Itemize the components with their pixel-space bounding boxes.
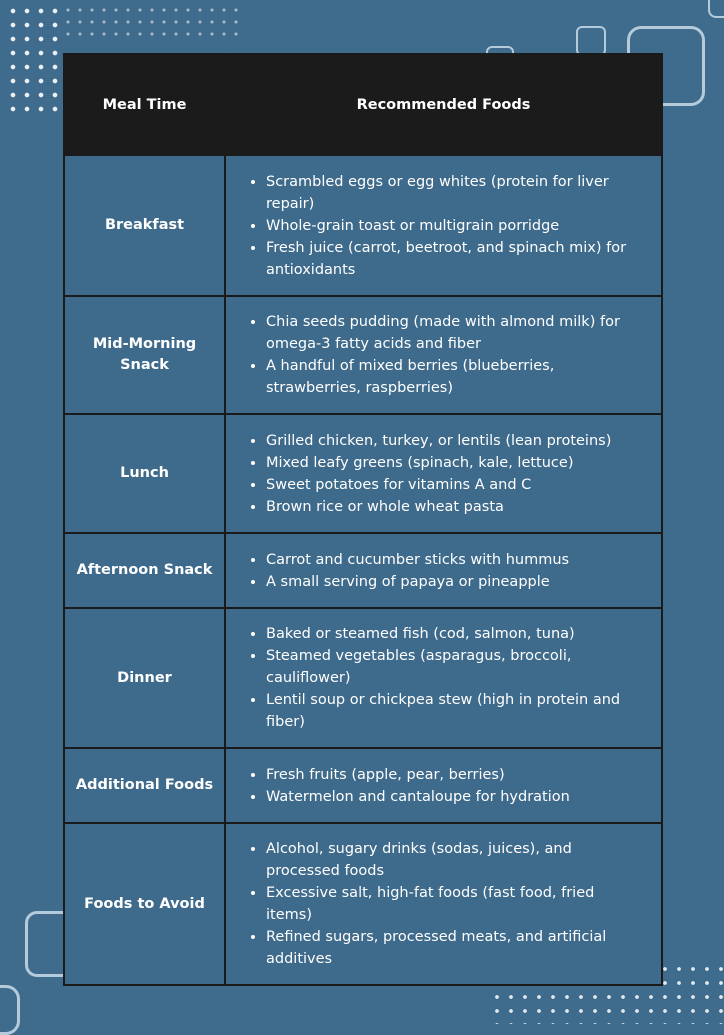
food-list: [226, 311, 639, 399]
list-item: • A small serving of papaya or pineapple: [266, 571, 639, 593]
meal-time-cell: Dinner: [64, 608, 225, 748]
list-item: • Lentil soup or chickpea stew (high in protein and fiber): [266, 689, 639, 733]
list-item: • Whole-grain toast or multigrain porridge: [266, 215, 639, 237]
meal-time-cell: Afternoon Snack: [64, 533, 225, 608]
food-list: [226, 764, 639, 808]
food-list: [226, 623, 639, 733]
meal-time-cell: Foods to Avoid: [64, 823, 225, 985]
food-list: [226, 171, 639, 281]
list-item: • Fresh juice (carrot, beetroot, and spinach mix) for antioxidants: [266, 237, 639, 281]
foods-cell: [225, 155, 662, 296]
table-row: [64, 533, 662, 608]
header-recommended-foods: Recommended Foods: [225, 54, 662, 155]
decorative-square-icon: [576, 26, 606, 56]
table-row: [64, 155, 662, 296]
foods-cell: [225, 414, 662, 533]
list-item: • Baked or steamed fish (cod, salmon, tuna): [266, 623, 639, 645]
list-item: • Sweet potatoes for vitamins A and C: [266, 474, 639, 496]
foods-cell: [225, 748, 662, 823]
decorative-square-icon: [0, 985, 20, 1035]
table-row: [64, 296, 662, 414]
list-item: • Scrambled eggs or egg whites (protein for liver repair): [266, 171, 639, 215]
foods-cell: [225, 608, 662, 748]
table-row: [64, 823, 662, 985]
table-row: [64, 414, 662, 533]
list-item: • Watermelon and cantaloupe for hydration: [266, 786, 639, 808]
list-item: • Chia seeds pudding (made with almond milk) for omega-3 fatty acids and fiber: [266, 311, 639, 355]
list-item: • Brown rice or whole wheat pasta: [266, 496, 639, 518]
decorative-dots: [6, 4, 62, 114]
meal-time-cell: Breakfast: [64, 155, 225, 296]
decorative-dots-faint: [62, 4, 242, 44]
foods-cell: [225, 296, 662, 414]
list-item: • Refined sugars, processed meats, and artificial additives: [266, 926, 639, 970]
food-list: [226, 838, 639, 970]
meal-time-cell: Lunch: [64, 414, 225, 533]
list-item: • Grilled chicken, turkey, or lentils (lean proteins): [266, 430, 639, 452]
header-meal-time: Meal Time: [64, 54, 225, 155]
decorative-square-icon: [708, 0, 724, 18]
foods-cell: [225, 533, 662, 608]
meal-plan-table-container: [63, 53, 661, 986]
list-item: • A handful of mixed berries (blueberries, strawberries, raspberries): [266, 355, 639, 399]
food-list: [226, 549, 639, 593]
list-item: • Fresh fruits (apple, pear, berries): [266, 764, 639, 786]
meal-plan-table: [63, 53, 663, 986]
list-item: • Excessive salt, high-fat foods (fast food, fried items): [266, 882, 639, 926]
foods-cell: [225, 823, 662, 985]
list-item: • Alcohol, sugary drinks (sodas, juices), and processed foods: [266, 838, 639, 882]
table-row: [64, 748, 662, 823]
list-item: • Steamed vegetables (asparagus, broccoli, cauliflower): [266, 645, 639, 689]
table-row: [64, 608, 662, 748]
list-item: • Carrot and cucumber sticks with hummus: [266, 549, 639, 571]
meal-time-cell: Additional Foods: [64, 748, 225, 823]
list-item: • Mixed leafy greens (spinach, kale, lettuce): [266, 452, 639, 474]
food-list: [226, 430, 639, 518]
meal-time-cell: Mid-Morning Snack: [64, 296, 225, 414]
table-header-row: [64, 54, 662, 155]
